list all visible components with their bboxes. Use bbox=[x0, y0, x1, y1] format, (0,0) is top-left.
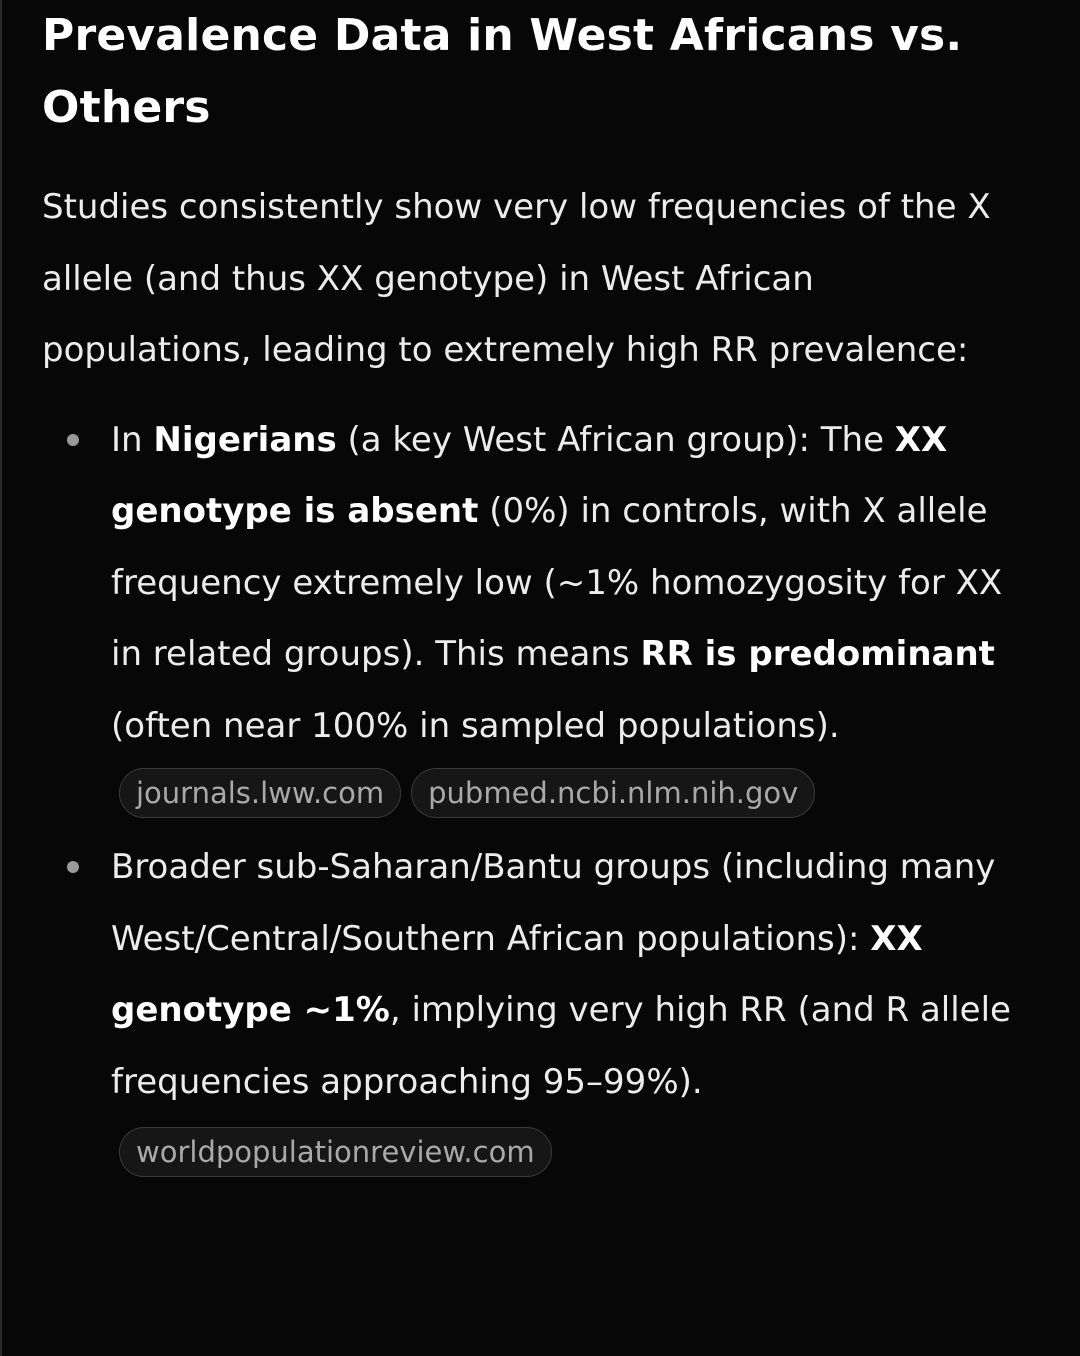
source-chip-pubmed[interactable]: pubmed.ncbi.nlm.nih.gov bbox=[411, 768, 815, 818]
item-text: (0%) in controls, with X allele frequency extremely low (~1% homozygosity for XX in related groups). This means bbox=[111, 491, 1003, 674]
list-item-sub-saharan bbox=[42, 832, 1042, 1190]
response-content bbox=[42, 0, 1042, 1190]
intro-paragraph: Studies consistently show very low frequencies of the X allele (and thus XX genotype) in West African populations, leading to extremely high RR prevalence: bbox=[42, 187, 991, 370]
bullet-list bbox=[42, 405, 1042, 1190]
item-text: (often near 100% in sampled populations). bbox=[111, 705, 840, 746]
source-chip-journals-lww[interactable]: journals.lww.com bbox=[119, 768, 401, 818]
item-text: Broader sub-Saharan/Bantu groups (including many West/Central/Southern African populations): bbox=[111, 847, 996, 959]
item-text: , implying very high RR (and R allele frequencies approaching 95–99%). bbox=[111, 990, 1011, 1102]
item-text: (a key West African group): The bbox=[336, 419, 895, 460]
item-text: In bbox=[111, 419, 154, 460]
bullet-dot-icon bbox=[67, 434, 79, 446]
left-border bbox=[0, 0, 2, 1356]
item-bold-text: Nigerians bbox=[153, 419, 337, 460]
item-bold-text: RR is predominant bbox=[640, 634, 995, 674]
source-chip-worldpopulationreview[interactable]: worldpopulationreview.com bbox=[119, 1127, 552, 1177]
item-bold-text: XX genotype is absent bbox=[111, 419, 948, 531]
list-item-nigerians bbox=[42, 405, 1042, 819]
item-bold-text: XX genotype ~1% bbox=[111, 918, 923, 1030]
source-chips bbox=[119, 768, 1042, 818]
bullet-dot-icon bbox=[67, 861, 79, 873]
section-heading: Prevalence Data in West Africans vs. Others bbox=[42, 10, 963, 133]
